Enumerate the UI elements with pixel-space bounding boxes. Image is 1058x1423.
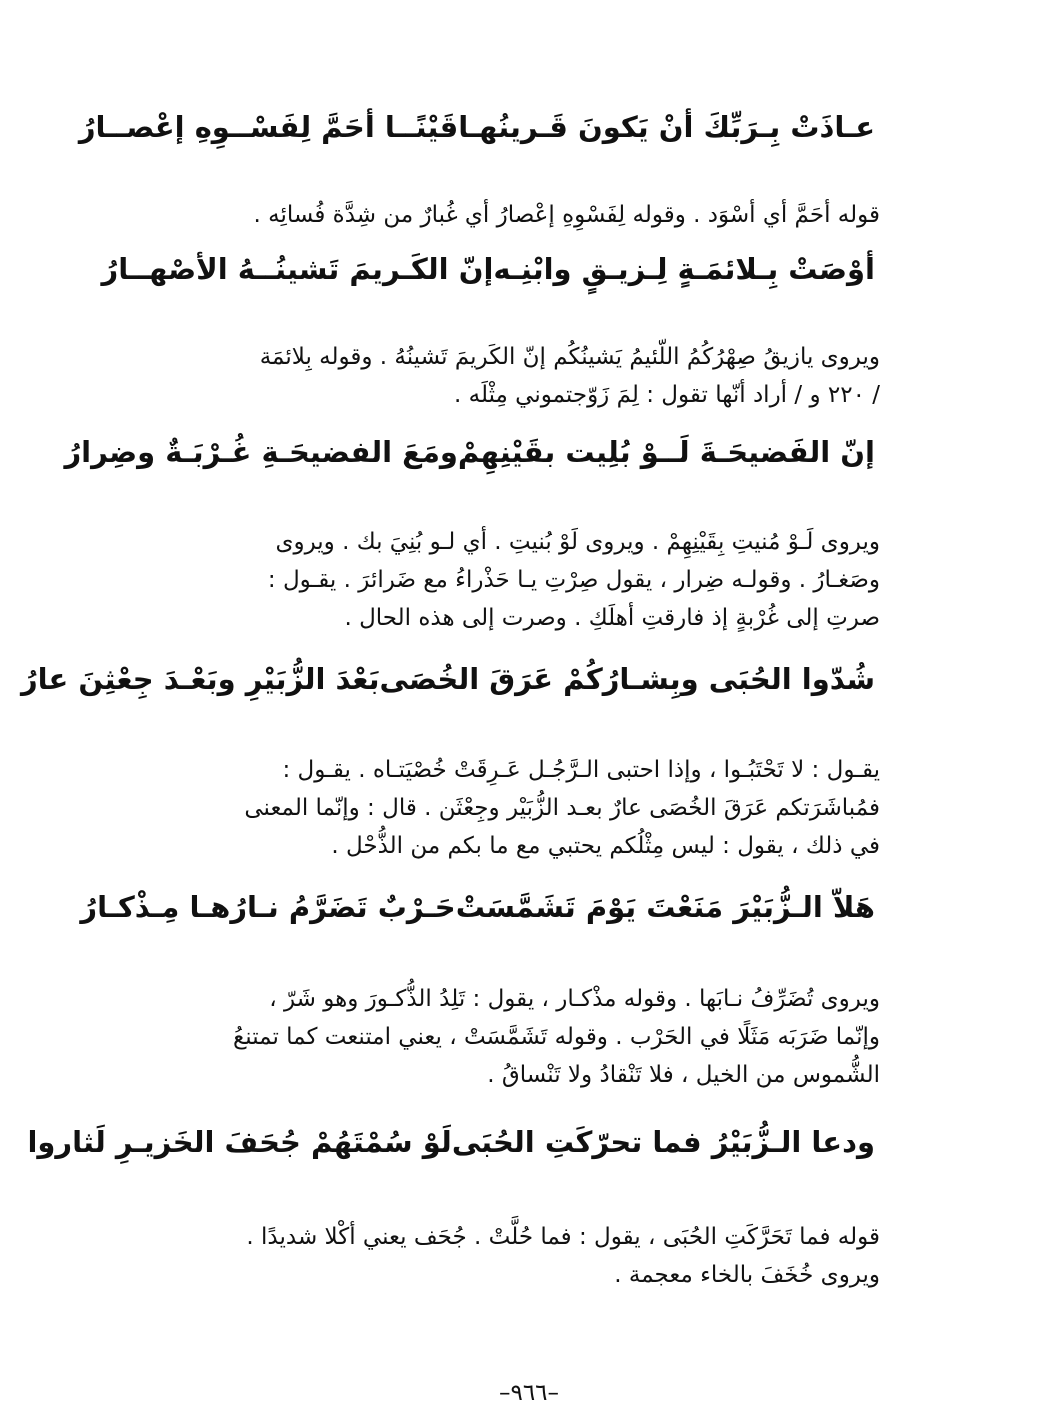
- verse-second-hemistich: إنّ الكَـريمَ تَشينُــهُ الأصْهــارُ: [101, 252, 494, 286]
- verse-second-hemistich: لَوْ سُمْتَهُمْ جُحَفَ الخَزيـرِ لَثاروا: [27, 1125, 452, 1159]
- commentary-paragraph: [120, 751, 880, 865]
- verse-line: [27, 1115, 875, 1169]
- commentary-line: ويروى تُضَرِّفُ نـابَها . وقوله مذْكـار ، يقول : تَلِدُ الذُّكـورَ وهو شَرّ ،: [269, 986, 880, 1012]
- verse-line: [101, 242, 875, 296]
- verse-first-hemistich: شُدّوا الحُبَى وبِشـارُكُمْ عَرَقَ الخُصَى: [379, 662, 875, 696]
- commentary-paragraph: [120, 196, 880, 234]
- verse-first-hemistich: إنّ الفَضيحَـةَ لَــوْ بُلِيت بقَيْنِهِمْ: [457, 435, 875, 469]
- verse-second-hemistich: ومَعَ الفضيحَـةِ غُـرْبَـةٌ وضِرارُ: [64, 435, 458, 469]
- commentary-line: وصَغـارُ . وقولـه ضِرار ، يقول صِرْتِ يـا حَذْراءُ مع ضَرائرَ . يقـول :: [267, 567, 880, 593]
- commentary-line: الشُّموس من الخيل ، فلا تَنْقادُ ولا تَنْساقُ .: [487, 1062, 880, 1088]
- commentary-line: صرتِ إلى غُرْبةٍ إذ فارقتِ أهلَكِ . وصرت إلى هذه الحال .: [344, 605, 880, 631]
- verse-second-hemistich: بَعْدَ الزُّبَيْرِ وبَعْـدَ جِعْثِنَ عارُ: [20, 662, 380, 696]
- commentary-paragraph: [120, 980, 880, 1094]
- page-number: –٩٦٦–: [498, 1380, 560, 1406]
- commentary-line: قوله فما تَحَرَّكَتِ الحُبَى ، يقول : فما حُلَّتْ . جُحَف يعني أكْلا شديدًا .: [246, 1224, 880, 1250]
- commentary-line: ويروى لَـوْ مُنيتِ بِقَيْنِهِمْ . ويروى لَوْ بُنيتِ . أي لـو بُنِيَ بك . ويروى: [275, 529, 880, 555]
- verse-first-hemistich: هَلاّ الـزُّبَيْرَ مَنَعْتَ يَوْمَ تَشَمَّسَتْ: [455, 890, 875, 924]
- verse-second-hemistich: حَـرْبٌ تَضَرَّمُ نـارُهـا مِـذْكـارُ: [80, 890, 456, 924]
- verse-first-hemistich: عـاذَتْ بِـرَبِّكَ أنْ يَكونَ قَـرينُهـا: [458, 110, 875, 144]
- commentary-line: وإنّما ضَرَبَه مَثَلًا في الحَرْب . وقوله تَشَمَّسَتْ ، يعني امتنعت كما تمتنعُ: [233, 1024, 880, 1050]
- verse-second-hemistich: قَيْنًــا أحَمَّ لِفَسْــوِهِ إعْصــارُ: [78, 110, 459, 144]
- commentary-paragraph: [120, 1218, 880, 1294]
- commentary-line: يقـول : لا تَحْتَبُـوا ، وإذا احتبى الـرَّجُـل عَـرِقَتْ خُصْيَتـاه . يقـول :: [282, 757, 880, 783]
- verse-line: [78, 100, 875, 154]
- commentary-line: قوله أحَمَّ أي أسْوَد . وقوله لِفَسْوِهِ إعْصارُ أي غُبارٌ من شِدَّة فُسائِه .: [253, 202, 880, 228]
- verse-line: [80, 880, 875, 934]
- commentary-line: ويروى يازيقُ صِهْرُكُمُ اللّئيمُ يَشينُكُم إنّ الكَريمَ تَشينُهُ . وقوله بِلائمَة: [259, 344, 880, 370]
- commentary-line: ويروى خُخَفَ بالخاء معجمة .: [614, 1262, 880, 1288]
- verse-first-hemistich: أوْصَتْ بِـلائمَـةٍ لِـزيـقٍ وابْنِـه: [493, 252, 875, 286]
- commentary-line: فمُباشَرَتكم عَرَقَ الخُصَى عارٌ بعـد الزُّبَيْر وجِعْثَن . قال : وإنّما المعنى: [244, 795, 880, 821]
- commentary-line: / ٢٢٠ و / أراد أنّها تقول : لِمَ زَوّجتموني مِثْلَه .: [454, 382, 880, 408]
- verse-line: [64, 425, 875, 479]
- verse-first-hemistich: ودعا الـزُّبَيْرُ فما تحرّكَتِ الحُبَى: [451, 1125, 875, 1159]
- commentary-line: في ذلك ، يقول : ليس مِثْلُكم يحتبي مع ما بكم من الذُّحْل .: [331, 833, 880, 859]
- verse-line: [20, 652, 875, 706]
- commentary-paragraph: [120, 338, 880, 414]
- commentary-paragraph: [120, 523, 880, 637]
